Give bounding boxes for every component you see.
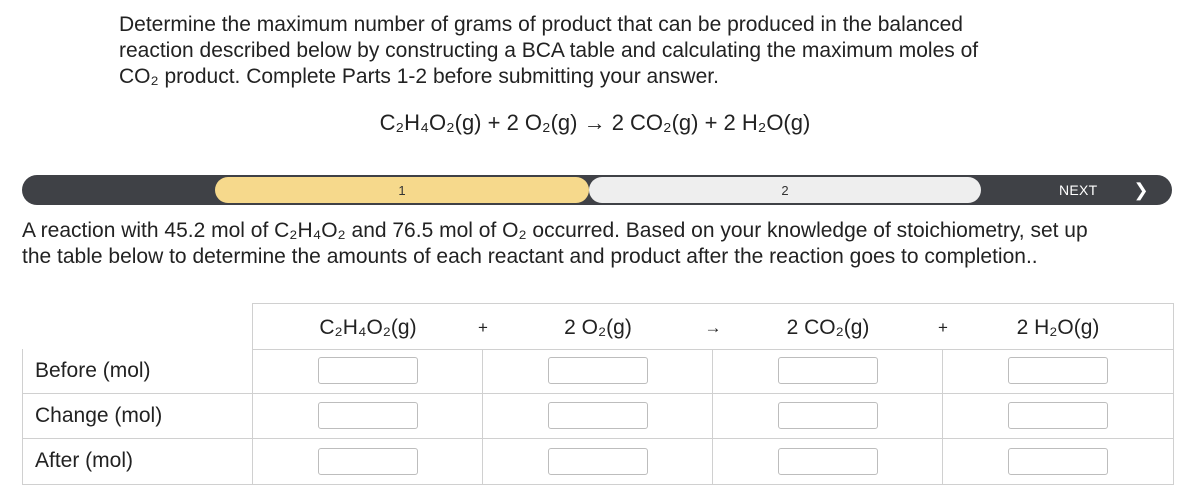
step-2-tab[interactable] <box>589 177 981 203</box>
question-line-2: the table below to determine the amounts of each reactant and product after the reaction goes to completion.. <box>22 245 1038 268</box>
balanced-equation: C₂H₄O₂(g) + 2 O₂(g) → 2 CO₂(g) + 2 H₂O(g) <box>379 110 811 135</box>
change-co2-input[interactable] <box>778 402 878 429</box>
change-c2h4o2-input[interactable] <box>318 402 418 429</box>
plus-sign: + <box>938 318 948 337</box>
before-c2h4o2-input[interactable] <box>318 357 418 384</box>
step-1-label: 1 <box>398 182 406 198</box>
before-o2-input[interactable] <box>548 357 648 384</box>
header-o2: 2 O₂(g) <box>564 316 632 339</box>
row-label-after: After (mol) <box>35 449 134 472</box>
before-co2-input[interactable] <box>778 357 878 384</box>
plus-sign: + <box>478 318 488 337</box>
table-row-before <box>22 349 1174 394</box>
change-o2-input[interactable] <box>548 402 648 429</box>
header-h2o: 2 H₂O(g) <box>1016 316 1100 339</box>
after-h2o-input[interactable] <box>1008 448 1108 475</box>
next-label: NEXT <box>1059 182 1098 198</box>
step-1-tab[interactable] <box>215 177 589 203</box>
change-h2o-input[interactable] <box>1008 402 1108 429</box>
bca-header-row <box>252 303 1174 350</box>
step-progress-bar <box>22 175 1172 205</box>
chevron-right-icon: ❯ <box>1133 179 1149 200</box>
problem-line-1: Determine the maximum number of grams of product that can be produced in the balanced <box>119 13 963 36</box>
after-co2-input[interactable] <box>778 448 878 475</box>
bca-table <box>22 303 1172 485</box>
after-o2-input[interactable] <box>548 448 648 475</box>
question-line-1: A reaction with 45.2 mol of C₂H₄O₂ and 76.5 mol of O₂ occurred. Based on your knowledge of stoichiometry, set up <box>22 219 1088 242</box>
question-text <box>22 218 1182 270</box>
after-c2h4o2-input[interactable] <box>318 448 418 475</box>
row-label-change: Change (mol) <box>35 404 163 427</box>
header-c2h4o2: C₂H₄O₂(g) <box>319 316 417 339</box>
arrow-sign: → <box>704 318 722 337</box>
problem-line-2: reaction described below by constructing a BCA table and calculating the maximum moles of <box>119 39 979 62</box>
before-h2o-input[interactable] <box>1008 357 1108 384</box>
table-row-change <box>22 394 1174 439</box>
table-row-after <box>22 439 1174 485</box>
step-2-label: 2 <box>781 182 789 198</box>
problem-line-3: CO₂ product. Complete Parts 1-2 before submitting your answer. <box>119 65 719 88</box>
next-button[interactable] <box>1042 175 1167 205</box>
header-co2: 2 CO₂(g) <box>786 316 870 339</box>
row-label-before: Before (mol) <box>35 359 151 382</box>
problem-statement <box>119 12 1079 90</box>
